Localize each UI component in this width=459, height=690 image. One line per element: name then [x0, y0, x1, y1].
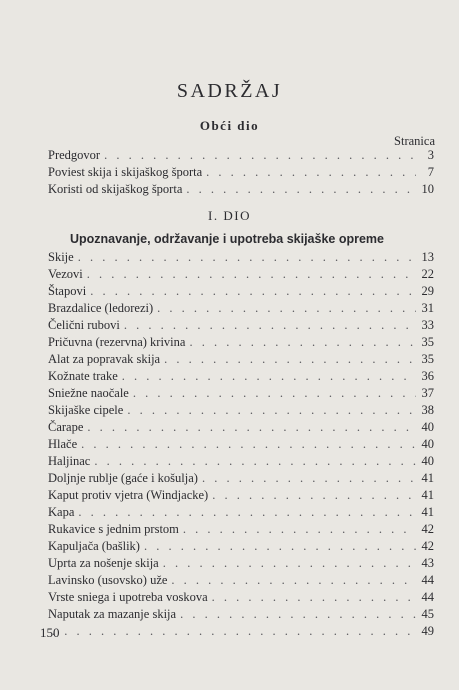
toc-entry-page: 35: [421, 335, 434, 349]
toc-entry: [48, 368, 434, 385]
toc-entry-title: Skijaške cipele: [48, 403, 124, 417]
toc-entry-title: Hlače: [48, 437, 78, 451]
toc-entry: [48, 623, 434, 640]
dot-leader: [171, 572, 416, 589]
toc-entry-page: 45: [421, 607, 434, 621]
toc-entry-title: Vrste sniega i upotreba voskova: [48, 590, 208, 604]
dot-leader: [164, 351, 416, 368]
toc-entry-page: 29: [421, 284, 434, 298]
dot-leader: [104, 147, 416, 164]
toc-entry: [48, 317, 434, 334]
dot-leader: [122, 368, 416, 385]
toc-entry-page: 33: [421, 318, 434, 332]
toc-entry: [48, 504, 434, 521]
toc-entry: [48, 181, 434, 198]
toc-entry-title: Rukavice s jednim prstom: [48, 522, 179, 536]
toc-entry-page: 49: [421, 624, 434, 638]
toc-entry-page: 40: [421, 454, 434, 468]
toc-entry: [48, 606, 434, 623]
toc-entry-title: Doljnje rublje (gaće i košulja): [48, 471, 198, 485]
toc-entry: [48, 436, 434, 453]
toc-entry-title: Kaput protiv vjetra (Windjacke): [48, 488, 209, 502]
dot-leader: [189, 334, 416, 351]
section-heading: Upoznavanje, održavanje i upotreba skijaške opreme: [70, 232, 384, 246]
dot-leader: [206, 164, 416, 181]
toc-entry-page: 43: [421, 556, 434, 570]
toc-entry-title: Pričuvna (rezervna) krivina: [48, 335, 186, 349]
dot-leader: [52, 623, 416, 640]
toc-entry: [48, 521, 434, 538]
toc-entry: [48, 555, 434, 572]
dot-leader: [163, 555, 416, 572]
toc-entry-title: Haljinac: [48, 454, 91, 468]
toc-entry-page: 3: [427, 148, 434, 162]
general-part-heading: Obći dio: [199, 118, 260, 133]
page-column-label: Stranica: [394, 134, 435, 148]
dot-leader: [133, 385, 416, 402]
dot-leader: [87, 419, 416, 436]
toc-entry-page: 37: [421, 386, 434, 400]
toc-entry: [48, 334, 434, 351]
toc-entry-page: 36: [421, 369, 434, 383]
toc-entry-title: Kožnate trake: [48, 369, 118, 383]
toc-entry: [48, 266, 434, 283]
dot-leader: [78, 504, 416, 521]
toc-entry-title: Koristi od skijaškog športa: [48, 182, 183, 196]
toc-entry: [48, 283, 434, 300]
toc-entry-page: 40: [421, 420, 434, 434]
dot-leader: [212, 487, 416, 504]
toc-entry: [48, 589, 434, 606]
toc-entry: [48, 351, 434, 368]
toc-entry: [48, 419, 434, 436]
toc-entry-page: 41: [421, 471, 434, 485]
toc-entry-page: 38: [421, 403, 434, 417]
toc-entry: [48, 164, 434, 181]
toc-entry-page: 13: [421, 250, 434, 264]
page-number: 150: [40, 625, 60, 640]
toc-entry-page: 40: [421, 437, 434, 451]
page-title: SADRŽAJ: [176, 80, 283, 102]
dot-leader: [157, 300, 416, 317]
toc-entry-title: Naputak za mazanje skija: [48, 607, 177, 621]
toc-entry-page: 31: [421, 301, 434, 315]
dot-leader: [186, 181, 416, 198]
toc-entry: [48, 538, 434, 555]
dot-leader: [81, 436, 416, 453]
toc-entry-page: 10: [421, 182, 434, 196]
toc-entry-title: Sniežne naočale: [48, 386, 129, 400]
toc-entry-title: Alat za popravak skija: [48, 352, 161, 366]
dot-leader: [87, 266, 416, 283]
toc-entry-title: Predgovor: [48, 148, 101, 162]
toc-entry: [48, 249, 434, 266]
toc-entry-page: 7: [427, 165, 434, 179]
toc-entry-title: Kapuljača (bašlik): [48, 539, 140, 553]
toc-entry: [48, 470, 434, 487]
dot-leader: [90, 283, 416, 300]
toc-entry: [48, 572, 434, 589]
toc-entry-title: Štapovi: [48, 284, 87, 298]
toc-entry-title: Vezovi: [48, 267, 83, 281]
toc-entry-page: 42: [421, 539, 434, 553]
dot-leader: [144, 538, 416, 555]
toc-entry-page: 35: [421, 352, 434, 366]
toc-entry: [48, 385, 434, 402]
dot-leader: [78, 249, 416, 266]
dot-leader: [202, 470, 416, 487]
toc-entry-title: Uprta za nošenje skija: [48, 556, 159, 570]
toc-entry-page: 44: [421, 573, 434, 587]
dot-leader: [94, 453, 416, 470]
toc-entry-page: 44: [421, 590, 434, 604]
toc-entry-title: Čarape: [48, 420, 84, 434]
toc-entry-page: 41: [421, 488, 434, 502]
dot-leader: [127, 402, 416, 419]
toc-entry: [48, 147, 434, 164]
dot-leader: [180, 606, 416, 623]
toc-entry-title: Lavinsko (usovsko) uže: [48, 573, 168, 587]
toc-entry-page: 41: [421, 505, 434, 519]
toc-entry-page: 22: [421, 267, 434, 281]
dot-leader: [212, 589, 416, 606]
toc-entry-title: Čelični rubovi: [48, 318, 120, 332]
toc-entry: [48, 402, 434, 419]
toc-entry: [48, 453, 434, 470]
toc-entry: [48, 487, 434, 504]
toc-entry-title: Brazdalice (ledorezi): [48, 301, 154, 315]
dot-leader: [124, 317, 416, 334]
toc-entry-title: Poviest skija i skijaškog športa: [48, 165, 203, 179]
toc-entry-page: 42: [421, 522, 434, 536]
toc-entry: [48, 300, 434, 317]
toc-entry-title: Kapa: [48, 505, 75, 519]
toc-entry-title: Skije: [48, 250, 74, 264]
part-one-heading: I. DIO: [208, 208, 251, 223]
dot-leader: [183, 521, 416, 538]
